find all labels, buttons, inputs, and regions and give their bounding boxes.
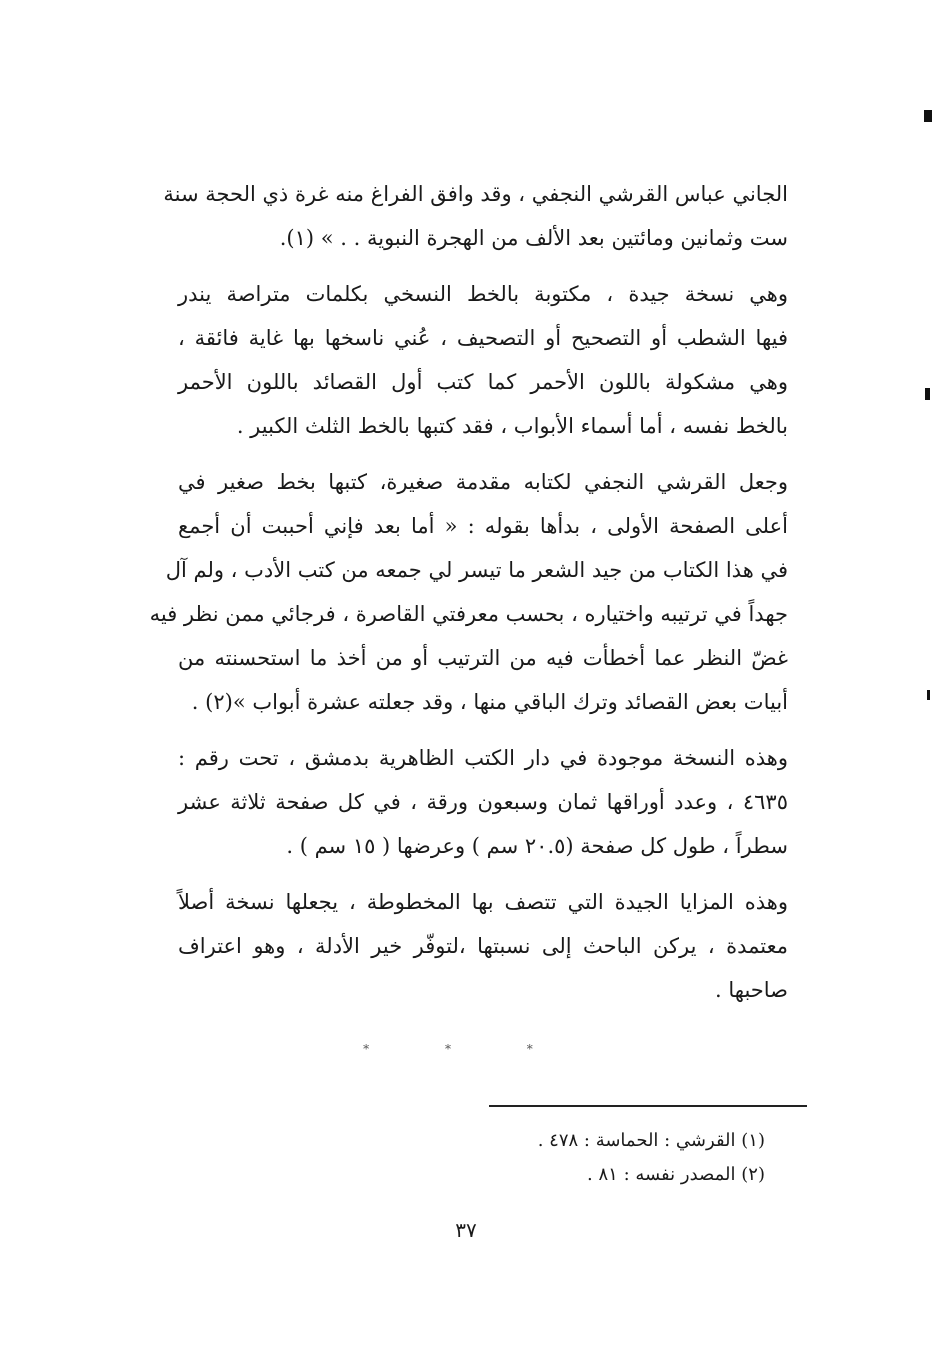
text-line: غضّ النظر عما أخطأت فيه من الترتيب أو من أخذ ما استحسنته من xyxy=(178,646,788,670)
paragraph xyxy=(178,272,788,448)
text-line: ٤٦٣٥ ، وعدد أوراقها ثمان وسبعون ورقة ، في كل صفحة ثلاثة عشر xyxy=(178,790,788,814)
main-text xyxy=(149,172,788,1012)
paragraph xyxy=(163,172,788,260)
text-line: وجعل القرشي النجفي لكتابه مقدمة صغيرة، كتبها بخط صغير في xyxy=(178,470,788,494)
text-line: بالخط نفسه ، أما أسماء الأبواب ، فقد كتبها بالخط الثلث الكبير . xyxy=(236,414,788,438)
footnote-1: (١) القرشي : الحماسة : ٤٧٨ . xyxy=(537,1130,765,1151)
text-line: أبيات بعض القصائد وترك الباقي منها ، وقد جعلته عشرة أبواب »(٢) . xyxy=(191,690,788,714)
text-line: وهي نسخة جيدة ، مكتوبة بالخط النسخي بكلمات متراصة يندر xyxy=(178,282,788,306)
footnote-2: (٢) المصدر نفسه : ٨١ . xyxy=(587,1164,765,1185)
scan-edge-mark-lower xyxy=(927,690,930,700)
paragraph xyxy=(149,460,788,724)
paragraph xyxy=(178,736,788,868)
paragraph xyxy=(178,880,788,1012)
page-number: ٣٧ xyxy=(455,1218,477,1242)
text-line: وهذه المزايا الجيدة التي تتصف بها المخطوطة ، يجعلها نسخة أصلاً xyxy=(178,890,788,914)
scan-edge-mark-middle xyxy=(925,388,930,400)
text-line: الجاني عباس القرشي النجفي ، وقد وافق الفراغ منه غرة ذي الحجة سنة xyxy=(163,182,788,206)
section-separator: * * * xyxy=(363,1042,569,1056)
scan-edge-mark-top xyxy=(924,110,932,122)
text-line: ست وثمانين ومائتين بعد الألف من الهجرة النبوية . . » (١). xyxy=(279,226,788,250)
text-line: وهي مشكولة باللون الأحمر كما كتب أول القصائد باللون الأحمر xyxy=(178,370,788,394)
text-line: سطراً ، طول كل صفحة (٢٠.٥ سم ) وعرضها ( ١٥ سم ) . xyxy=(286,834,788,858)
text-line: أعلى الصفحة الأولى ، بدأها بقوله : « أما بعد فإني أحببت أن أجمع xyxy=(178,514,788,538)
text-line: فيها الشطب أو التصحيح أو التصحيف ، عُني ناسخها بها غاية فائقة ، xyxy=(178,326,788,350)
text-line: صاحبها . xyxy=(715,978,788,1002)
footnotes xyxy=(440,1124,765,1192)
text-line: معتمدة ، يركن الباحث إلى نسبتها ،لتوفّر خير الأدلة ، وهو اعتراف xyxy=(178,934,788,958)
text-line: في هذا الكتاب من جيد الشعر ما تيسر لي جمعه من كتب الأدب ، ولم آل xyxy=(165,558,788,582)
text-line: وهذه النسخة موجودة في دار الكتب الظاهرية بدمشق ، تحت رقم : xyxy=(178,746,788,770)
footnote-rule xyxy=(489,1105,807,1107)
text-line: جهداً في ترتيبه واختياره ، بحسب معرفتي القاصرة ، فرجائي ممن نظر فيه xyxy=(149,602,788,626)
